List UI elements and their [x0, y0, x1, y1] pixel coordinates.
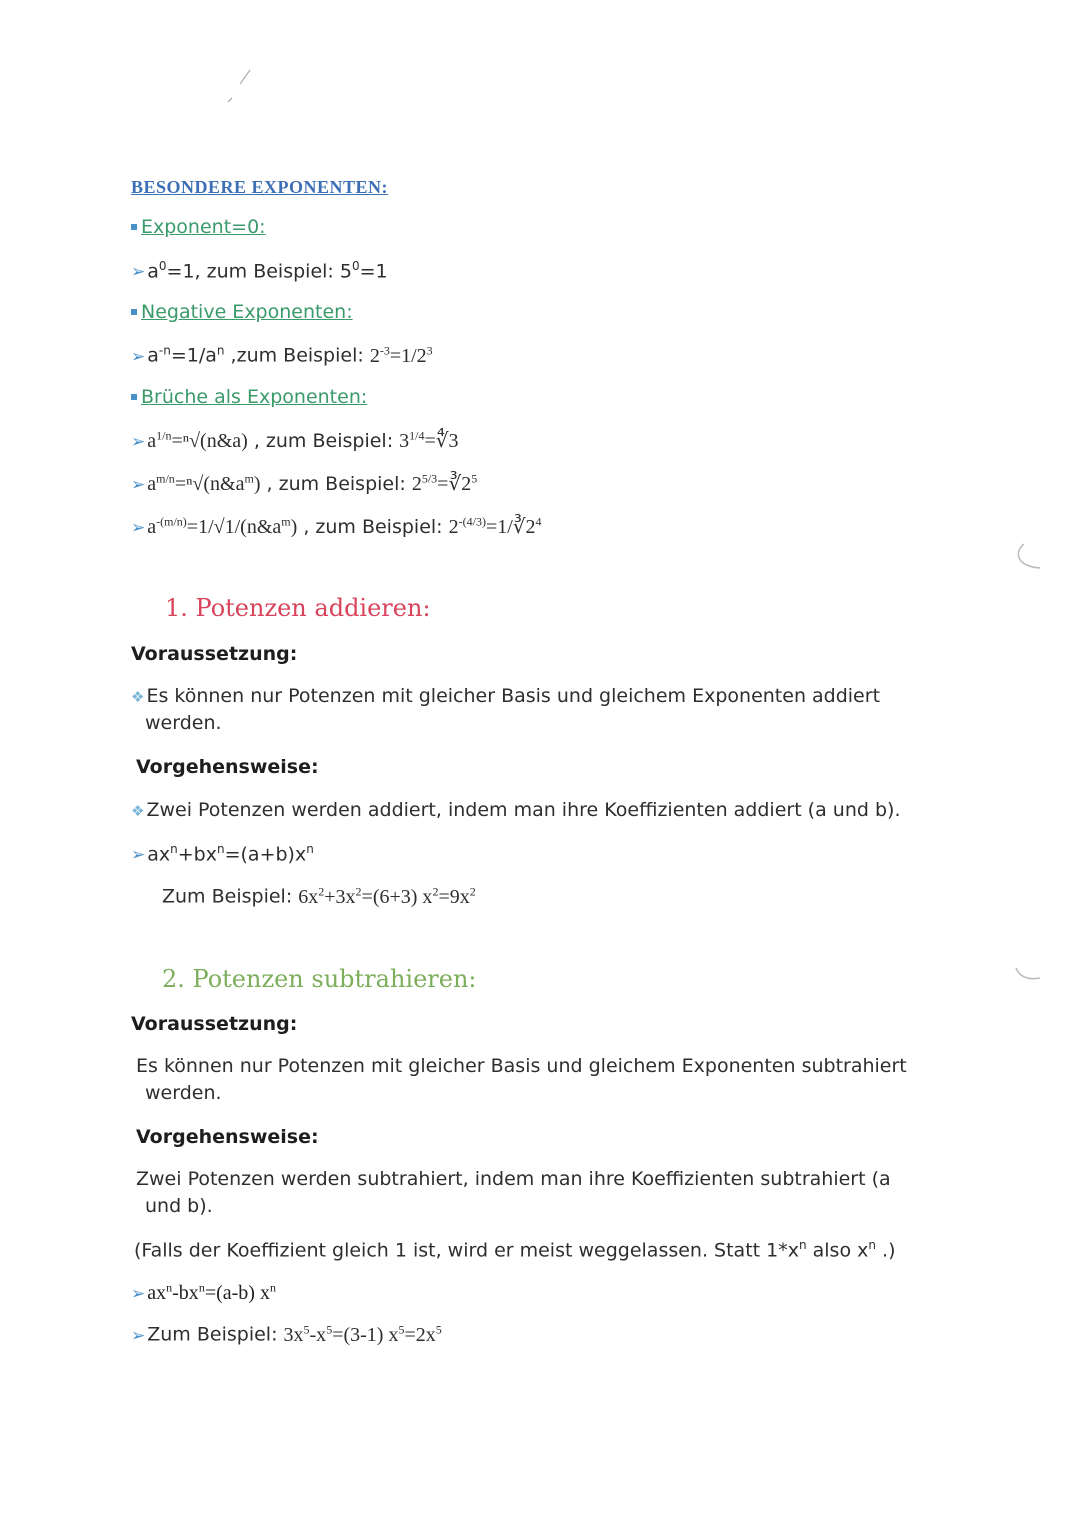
- addieren-heading: 1. Potenzen addieren:: [165, 594, 431, 622]
- negative-exponent-heading: Negative Exponenten:: [141, 301, 353, 323]
- diamond-bullet-icon: ❖: [131, 802, 145, 820]
- diamond-bullet-icon: ❖: [131, 688, 145, 706]
- subtrahieren-example: ➢ Zum Beispiel: $3x^5-x^5=(3-1)$ $x^5=2x^5$: [131, 1322, 442, 1346]
- arrow-bullet-icon: ➢: [131, 346, 146, 367]
- addieren-voraussetzung-label: Voraussetzung:: [131, 643, 298, 665]
- subtrahieren-voraussetzung-text-2: werden.: [145, 1082, 222, 1104]
- addieren-voraussetzung-text: ❖ Es können nur Potenzen mit gleicher Basis und gleichem Exponenten addiert: [131, 685, 881, 707]
- square-bullet-icon: [131, 309, 137, 315]
- zero-exponent-heading-row: [131, 216, 266, 238]
- arrow-bullet-icon: ➢: [131, 432, 146, 452]
- section-title: BESONDERE EXPONENTEN:: [131, 177, 389, 197]
- subtrahieren-formula: ➢ $ax^n-bx^n=(a-b)$ $x^n$: [131, 1280, 276, 1304]
- negative-exponent-heading-row: [131, 301, 353, 323]
- subtrahieren-note: (Falls der Koeffizient gleich 1 ist, wird er meist weggelassen. Statt $1*x^n$ also $x^n$ .): [134, 1238, 896, 1262]
- fraction-rule-3: ➢ $a^{-(m/n)}=1/√1/(n\&a^m)$ , zum Beispiel: $2^{-(4/3)}=1/∛2^4$: [131, 514, 542, 538]
- scan-mark-right: [1010, 540, 1050, 580]
- subtrahieren-vorgehensweise-label: Vorgehensweise:: [136, 1126, 319, 1148]
- scan-mark-right-2: [1012, 960, 1052, 990]
- arrow-bullet-icon: ➢: [131, 1283, 146, 1303]
- arrow-bullet-icon: ➢: [131, 845, 146, 866]
- scan-mark: [222, 66, 254, 106]
- fraction-exponent-heading: Brüche als Exponenten:: [141, 386, 368, 408]
- addieren-vorgehensweise-label: Vorgehensweise:: [136, 756, 319, 778]
- fraction-rule-1: ➢ $a^{1/n}=^n√(n\&a)$ , zum Beispiel: $3^{1/4}=∜3$: [131, 428, 459, 452]
- addieren-vorgehensweise-text: ❖ Zwei Potenzen werden addiert, indem man ihre Koeffizienten addiert (a und b).: [131, 799, 901, 821]
- zero-exponent-heading: Exponent=0:: [141, 216, 266, 238]
- square-bullet-icon: [131, 394, 137, 400]
- arrow-bullet-icon: ➢: [131, 262, 146, 283]
- arrow-bullet-icon: ➢: [131, 475, 146, 495]
- addieren-example: Zum Beispiel: $6x^2+3x^2=(6+3)$ $x^2=9x^2$: [162, 884, 476, 908]
- subtrahieren-voraussetzung-label: Voraussetzung:: [131, 1013, 298, 1035]
- addieren-formula: ➢ $ax^n+bx^n=(a+b)x^n$: [131, 842, 314, 866]
- subtrahieren-vorgehensweise-text: Zwei Potenzen werden subtrahiert, indem man ihre Koeffizienten subtrahiert (a: [136, 1168, 891, 1190]
- subtrahieren-vorgehensweise-text-2: und b).: [145, 1195, 213, 1217]
- subtrahieren-voraussetzung-text: Es können nur Potenzen mit gleicher Basis und gleichem Exponenten subtrahiert: [136, 1055, 907, 1077]
- zero-exponent-rule: ➢ $a^0=1$, zum Beispiel: $5^0=1$: [131, 259, 388, 283]
- negative-exponent-rule: ➢ $a^{-n}=1/a^n$ ,zum Beispiel: $2^{-3}=1/2^3$: [131, 343, 433, 367]
- addieren-voraussetzung-text-2: werden.: [145, 712, 222, 734]
- square-bullet-icon: [131, 224, 137, 230]
- arrow-bullet-icon: ➢: [131, 1325, 146, 1346]
- arrow-bullet-icon: ➢: [131, 518, 146, 538]
- fraction-rule-2: ➢ $a^{m/n}=^n√(n\&a^m)$ , zum Beispiel: $2^{5/3}=∛2^5$: [131, 471, 478, 495]
- subtrahieren-heading: 2. Potenzen subtrahieren:: [162, 965, 477, 993]
- fraction-exponent-heading-row: [131, 386, 367, 408]
